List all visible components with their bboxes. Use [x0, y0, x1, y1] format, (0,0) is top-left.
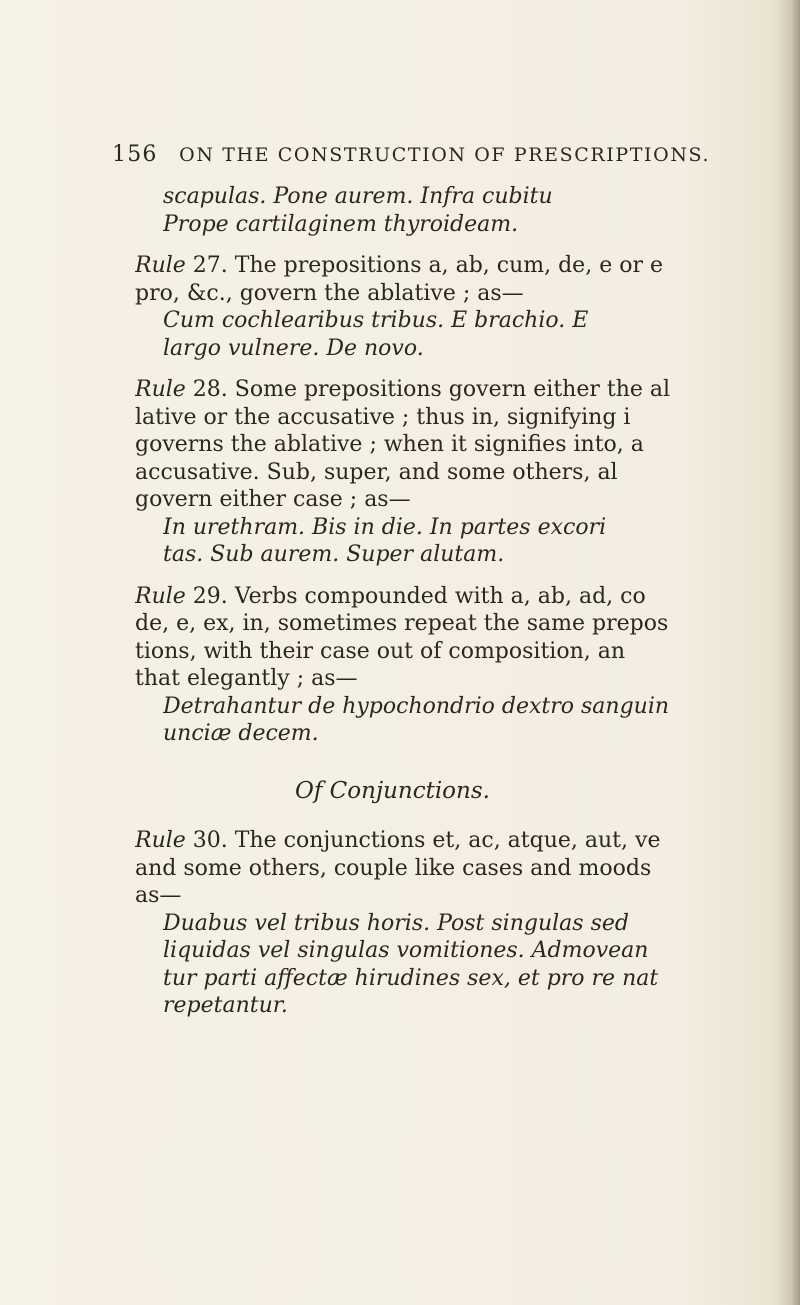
example-line: In urethram. Bis in die. In partes excori — [163, 514, 607, 540]
example-line: tas. Sub aurem. Super alutam. — [163, 542, 505, 567]
rule-label: Rule — [135, 828, 186, 853]
rule-label: Rule — [135, 253, 186, 278]
example-line: tur parti affectæ hirudines sex, et pro re nat — [163, 965, 659, 991]
rule-line: that elegantly ; as— — [135, 666, 358, 691]
rule-28 — [135, 376, 775, 569]
rule-line: as— — [135, 883, 182, 908]
rule-line: govern either case ; as— — [135, 487, 411, 512]
rule-line: Rule 27. The prepositions a, ab, cum, de, e or e — [135, 253, 663, 278]
rule-line: tions, with their case out of composition, an — [135, 638, 626, 664]
rule-line: Rule 28. Some prepositions govern either the al — [135, 377, 671, 402]
rule-line: lative or the accusative ; thus in, signifying i — [135, 404, 631, 430]
section-heading: Of Conjunctions. — [295, 777, 490, 804]
example-line: Detrahantur de hypochondrio dextro sanguin — [163, 693, 670, 719]
example-line: Cum cochlearibus tribus. E brachio. E — [163, 308, 589, 333]
rule-line: governs the ablative ; when it signifies into, a — [135, 432, 644, 457]
example-line: scapulas. Pone aurem. Infra cubitu — [163, 184, 553, 209]
rule-30 — [135, 827, 775, 1020]
example-line: Prope cartilaginem thyroideam. — [163, 211, 519, 237]
rule-line: Rule 30. The conjunctions et, ac, atque, aut, ve — [135, 828, 661, 853]
rule-27 — [135, 252, 775, 362]
rule-label: Rule — [135, 377, 186, 402]
running-title: ON THE CONSTRUCTION OF PRESCRIPTIONS. — [179, 144, 711, 166]
rule-line: de, e, ex, in, sometimes repeat the same prepos — [135, 611, 669, 636]
example-block — [135, 183, 775, 238]
example-block — [135, 514, 775, 569]
running-head — [112, 142, 782, 167]
example-line: repetantur. — [163, 993, 288, 1018]
page-body — [135, 183, 775, 1030]
example-block — [135, 307, 775, 362]
example-block — [135, 910, 775, 1020]
page-gutter-shadow — [778, 0, 800, 1305]
rule-label: Rule — [135, 583, 186, 609]
example-line: Duabus vel tribus horis. Post singulas sed — [163, 910, 629, 936]
example-line: largo vulnere. De novo. — [163, 335, 424, 361]
page-number: 156 — [112, 142, 158, 167]
example-line: liquidas vel singulas vomitiones. Admovean — [163, 938, 649, 963]
example-line: unciæ decem. — [163, 721, 319, 746]
rule-line: pro, &c., govern the ablative ; as— — [135, 280, 524, 306]
rule-line: and some others, couple like cases and moods — [135, 855, 652, 881]
rule-line: Rule 29. Verbs compounded with a, ab, ad, co — [135, 583, 646, 609]
rule-line: accusative. Sub, super, and some others, al — [135, 459, 618, 485]
example-block — [135, 693, 775, 748]
rule-29 — [135, 583, 775, 748]
